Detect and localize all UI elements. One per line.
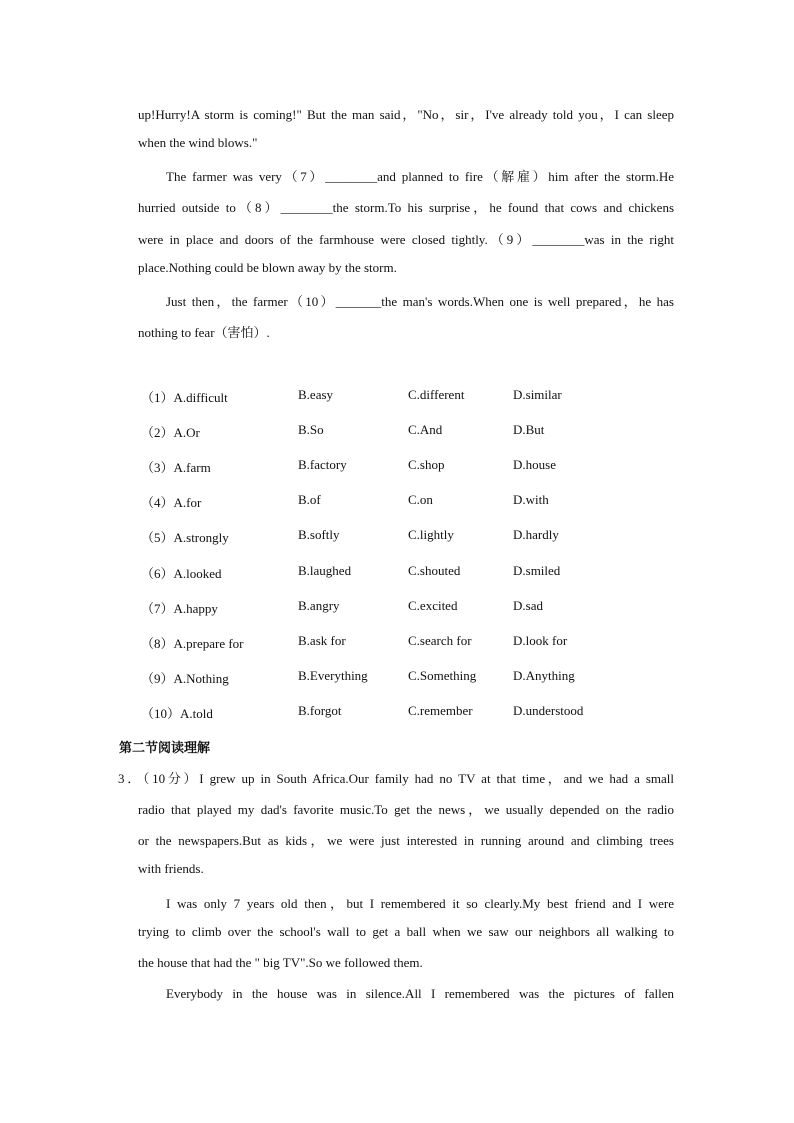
option-c: C.excited xyxy=(408,598,458,613)
option-c: C.And xyxy=(408,422,443,437)
option-a: （7）A.happy xyxy=(141,601,218,616)
option-a: （6）A.looked xyxy=(141,566,222,581)
option-c: C.lightly xyxy=(408,527,454,542)
option-c: C.shouted xyxy=(408,563,461,578)
passage1-line-2: when the wind blows." xyxy=(138,135,258,150)
option-d: D.house xyxy=(513,457,556,472)
option-d: D.hardly xyxy=(513,527,559,542)
passage1-line-8: nothing to fear（害怕）. xyxy=(138,325,270,340)
option-b: B.So xyxy=(298,422,324,437)
passage2-line-1: 3．（10分）I grew up in South Africa.Our family had no TV at that time，and we had a small xyxy=(118,771,674,786)
option-d: D.look for xyxy=(513,633,568,648)
option-d: D.sad xyxy=(513,598,543,613)
option-d: D.But xyxy=(513,422,545,437)
option-c: C.remember xyxy=(408,703,473,718)
option-d: D.similar xyxy=(513,387,562,402)
option-d: D.with xyxy=(513,492,549,507)
option-a: （3）A.farm xyxy=(141,460,211,475)
section-heading: 第二节阅读理解 xyxy=(119,741,211,756)
passage1-line-7: Just then，the farmer（10）_______the man's words.When one is well prepared，he has xyxy=(166,294,674,309)
option-c: C.on xyxy=(408,492,433,507)
option-a: （4）A.for xyxy=(141,495,202,510)
passage2-line-6: trying to climb over the school's wall to get a ball when we saw our neighbors all walking to xyxy=(138,924,674,939)
option-b: B.of xyxy=(298,492,321,507)
option-d: D.smiled xyxy=(513,563,561,578)
option-c: C.search for xyxy=(408,633,472,648)
option-b: B.forgot xyxy=(298,703,342,718)
option-a: （8）A.prepare for xyxy=(141,636,244,651)
option-b: B.Everything xyxy=(298,668,368,683)
option-d: D.Anything xyxy=(513,668,575,683)
passage1-line-5: were in place and doors of the farmhouse were closed tightly.（9）________was in the right xyxy=(138,232,674,247)
passage1-line-1: up!Hurry!A storm is coming!" But the man said，"No，sir，I've already told you，I can sleep xyxy=(138,107,674,122)
passage2-line-5: I was only 7 years old then，but I remembered it so clearly.My best friend and I were xyxy=(166,896,674,911)
option-c: C.Something xyxy=(408,668,477,683)
option-a: （1）A.difficult xyxy=(141,390,228,405)
option-c: C.shop xyxy=(408,457,445,472)
passage1-line-3: The farmer was very（7）________and planned to fire（解雇）him after the storm.He xyxy=(166,169,674,184)
option-a: （9）A.Nothing xyxy=(141,671,229,686)
option-a: （5）A.strongly xyxy=(141,530,229,545)
option-b: B.factory xyxy=(298,457,347,472)
passage2-line-2: radio that played my dad's favorite music.To get the news，we usually depended on the radio xyxy=(138,802,674,817)
passage2-line-7: the house that had the " big TV".So we followed them. xyxy=(138,955,423,970)
option-b: B.laughed xyxy=(298,563,352,578)
option-a: （10）A.told xyxy=(141,706,213,721)
option-d: D.understood xyxy=(513,703,584,718)
option-b: B.ask for xyxy=(298,633,346,648)
option-b: B.angry xyxy=(298,598,340,613)
passage2-line-3: or the newspapers.But as kids，we were just interested in running around and climbing trees xyxy=(138,833,674,848)
option-c: C.different xyxy=(408,387,465,402)
option-b: B.softly xyxy=(298,527,340,542)
passage2-line-4: with friends. xyxy=(138,861,204,876)
passage1-line-4: hurried outside to（8）________the storm.To his surprise，he found that cows and chickens xyxy=(138,200,674,215)
passage2-line-8: Everybody in the house was in silence.All I remembered was the pictures of fallen xyxy=(166,986,674,1001)
passage1-line-6: place.Nothing could be blown away by the storm. xyxy=(138,260,397,275)
option-a: （2）A.Or xyxy=(141,425,200,440)
option-b: B.easy xyxy=(298,387,334,402)
